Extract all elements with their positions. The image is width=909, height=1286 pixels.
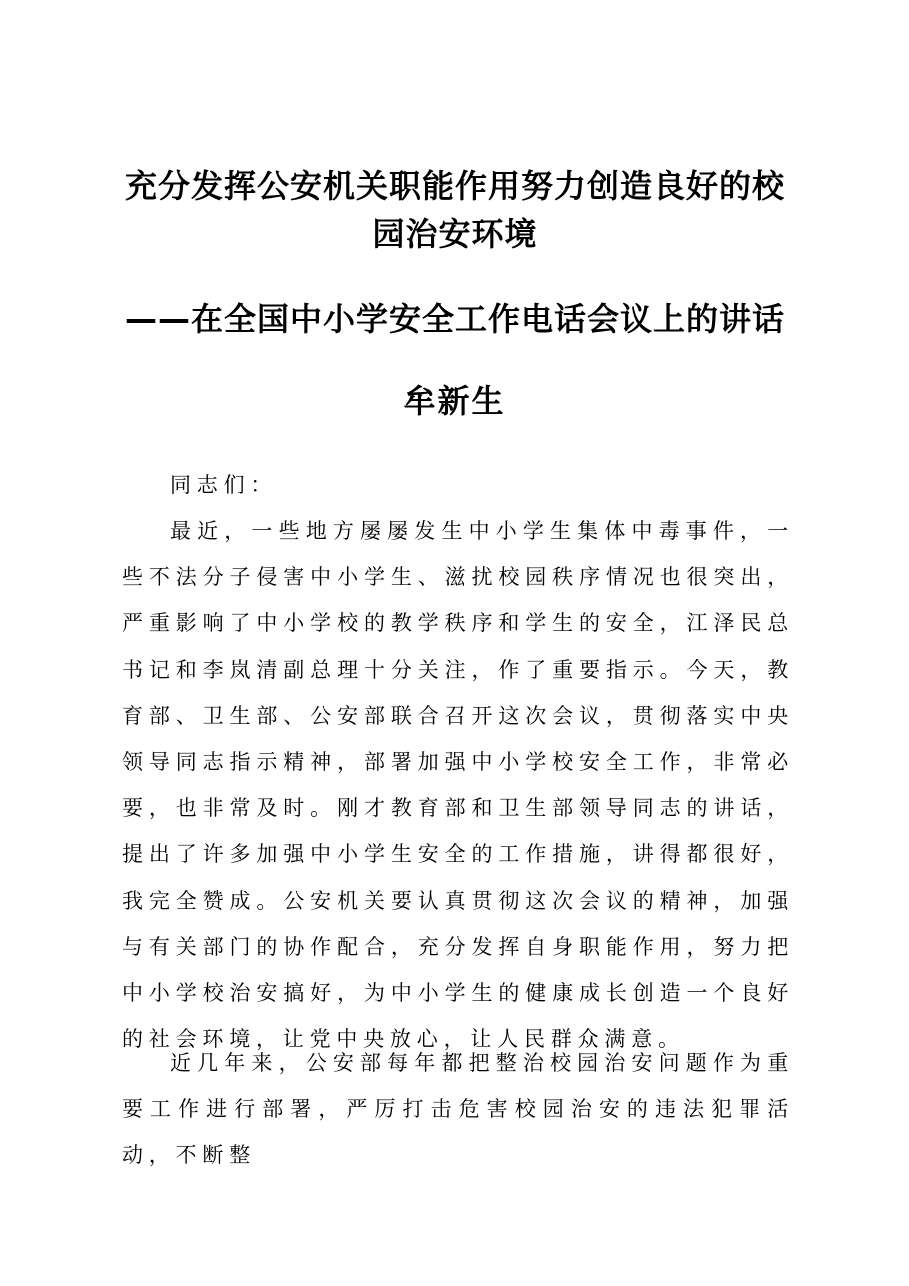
document-author: 牟新生 — [403, 382, 506, 420]
paragraph-1: 最近，一些地方屡屡发生中小学生集体中毒事件，一些不法分子侵害中小学生、滋扰校园秩序情况也很突出，严重影响了中小学校的教学秩序和学生的安全，江泽民总书记和李岚清副总理十分关注，作了重要指示。今天，教育部、卫生部、公安部联合召开这次会议，贯彻落实中央领导同志指示精神，部署加强中小学校安全工作，非常必要，也非常及时。刚才教育部和卫生部领导同志的讲话，提出了许多加强中小学生安全的工作措施，讲得都很好，我完全赞成。公安机关要认真贯彻这次会议的精神，加强与有关部门的协作配合，充分发挥自身职能作用，努力把中小学校治安搞好，为中小学生的健康成长创造一个良好的社会环境，让党中央放心，让人民群众满意。 — [122, 519, 794, 1052]
document-title: 充分发挥公安机关职能作用努力创造良好的校园治安环境 — [124, 167, 785, 253]
document-subtitle: ——在全国中小学安全工作电话会议上的讲话 — [124, 300, 785, 338]
salutation: 同志们： — [170, 473, 278, 497]
paragraph-2: 近几年来，公安部每年都把整治校园治安问题作为重要工作进行部署，严厉打击危害校园治安的违法犯罪活动，不断整 — [122, 1051, 794, 1168]
